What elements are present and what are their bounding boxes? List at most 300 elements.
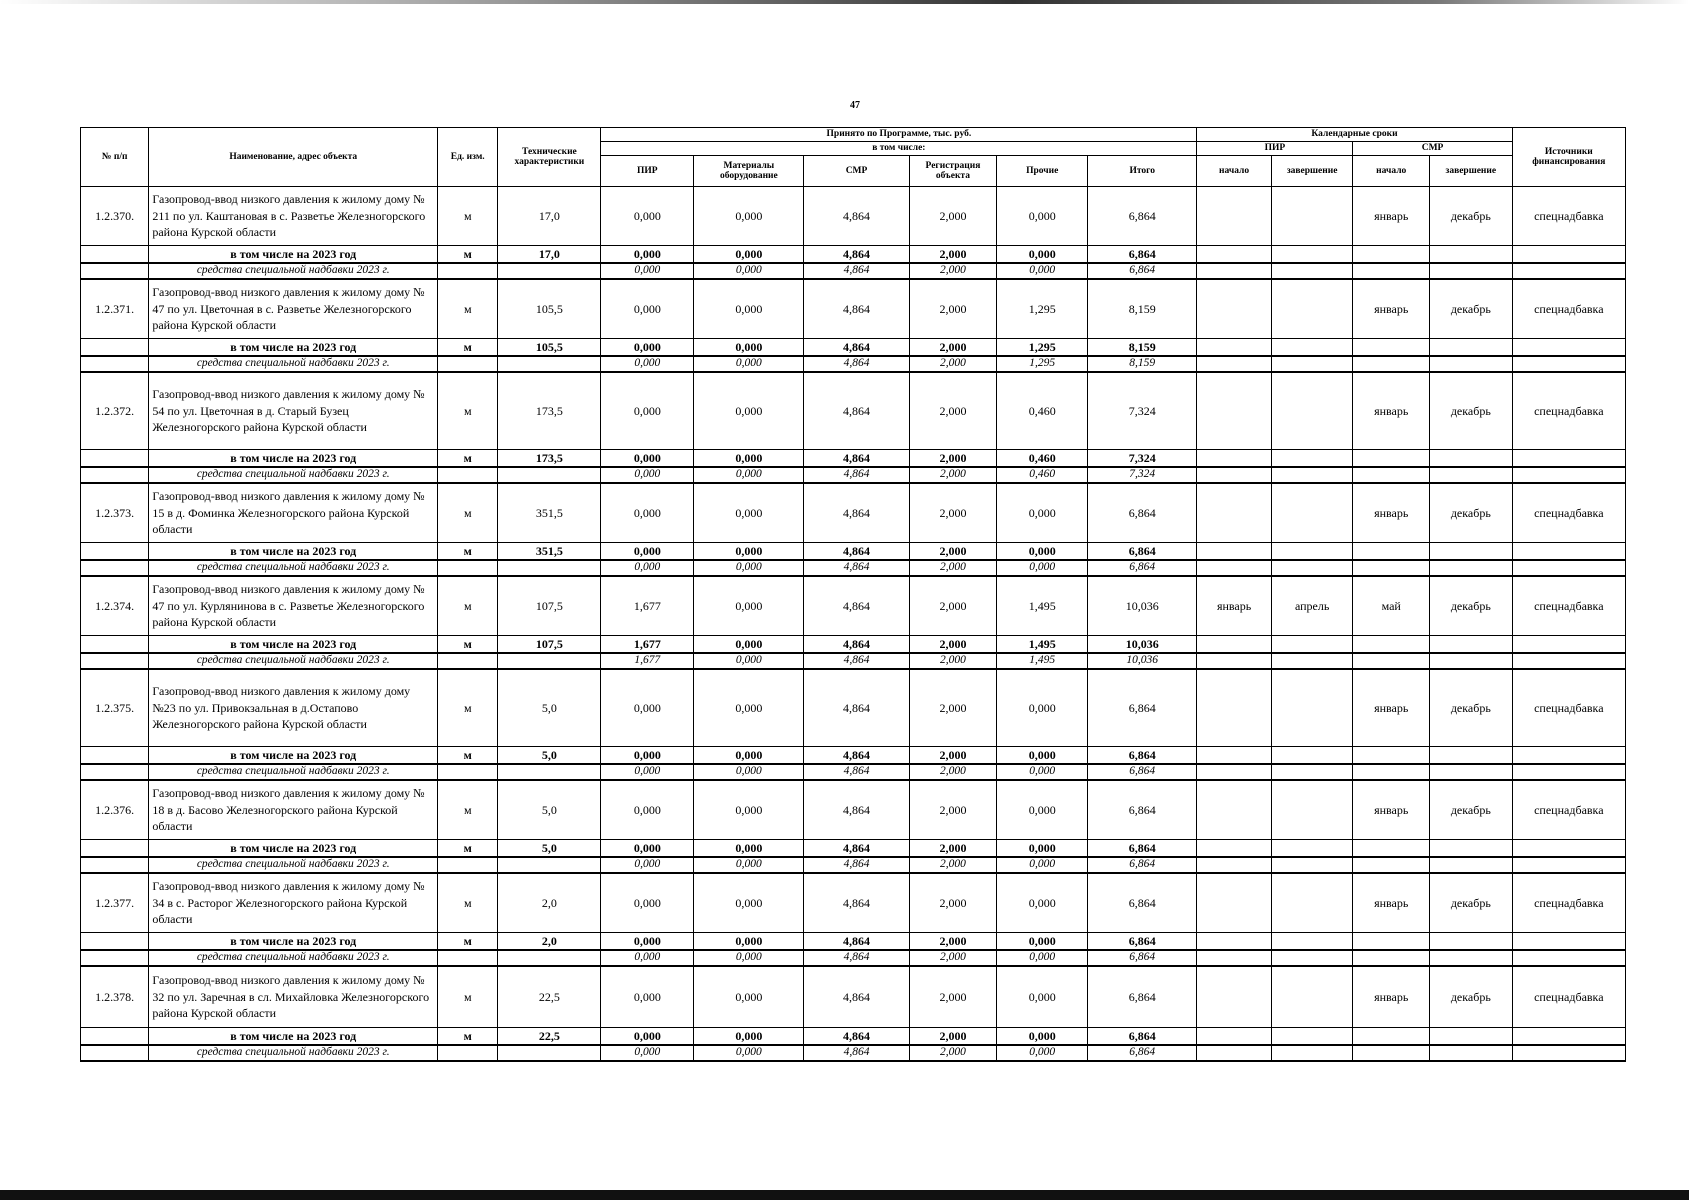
header-registration: Регистрация объекта [909, 156, 997, 187]
subtotal-num [81, 1028, 149, 1046]
funding-total: 8,159 [1088, 356, 1197, 372]
cell-unit: м [438, 669, 498, 747]
funding-pir: 0,000 [601, 1045, 694, 1061]
year-subtotal-row [81, 450, 1626, 468]
funding-smr: 4,864 [804, 560, 909, 576]
funding-tech [498, 560, 601, 576]
cell-materials: 0,000 [694, 576, 804, 636]
subtotal-num [81, 840, 149, 858]
subtotal-total: 6,864 [1088, 840, 1197, 858]
subtotal-label: в том числе на 2023 год [149, 246, 438, 264]
cell-pir-start [1197, 279, 1271, 339]
funding-materials: 0,000 [694, 263, 804, 279]
funding-pir-start [1197, 653, 1271, 669]
cell-pir: 0,000 [601, 372, 694, 450]
subtotal-unit: м [438, 543, 498, 561]
subtotal-unit: м [438, 840, 498, 858]
funding-pir-end [1271, 263, 1353, 279]
funding-materials: 0,000 [694, 653, 804, 669]
subtotal-pir-end [1271, 543, 1353, 561]
subtotal-materials: 0,000 [694, 636, 804, 654]
subtotal-source [1512, 747, 1625, 765]
year-subtotal-row [81, 1028, 1626, 1046]
subtotal-source [1512, 840, 1625, 858]
funding-pir: 0,000 [601, 857, 694, 873]
subtotal-source [1512, 636, 1625, 654]
cell-name: Газопровод-ввод низкого давления к жилому дому №23 по ул. Привокзальная в д.Остапово Железногорского района Курской области [149, 669, 438, 747]
subtotal-pir-start [1197, 747, 1271, 765]
cell-source: спецнадбавка [1512, 669, 1625, 747]
funding-materials: 0,000 [694, 467, 804, 483]
funding-registration: 2,000 [909, 467, 997, 483]
subtotal-tech: 5,0 [498, 840, 601, 858]
subtotal-pir: 0,000 [601, 1028, 694, 1046]
cell-tech: 5,0 [498, 669, 601, 747]
subtotal-registration: 2,000 [909, 543, 997, 561]
funding-smr-start [1353, 653, 1430, 669]
cell-registration: 2,000 [909, 279, 997, 339]
funding-smr-end [1429, 356, 1512, 372]
funding-pir: 0,000 [601, 356, 694, 372]
subtotal-label: в том числе на 2023 год [149, 636, 438, 654]
object-row [81, 966, 1626, 1028]
cell-name: Газопровод-ввод низкого давления к жилому дому № 15 в д. Фоминка Железногорского района Курской области [149, 483, 438, 543]
subtotal-pir-start [1197, 933, 1271, 951]
subtotal-other: 1,495 [997, 636, 1088, 654]
cell-other: 0,460 [997, 372, 1088, 450]
cell-num: 1.2.371. [81, 279, 149, 339]
funding-num [81, 356, 149, 372]
funding-num [81, 857, 149, 873]
cell-num: 1.2.373. [81, 483, 149, 543]
subtotal-other: 0,000 [997, 747, 1088, 765]
cell-source: спецнадбавка [1512, 576, 1625, 636]
cell-pir-end [1271, 483, 1353, 543]
cell-source: спецнадбавка [1512, 483, 1625, 543]
cell-tech: 351,5 [498, 483, 601, 543]
funding-pir-start [1197, 560, 1271, 576]
subtotal-num [81, 747, 149, 765]
header-including: в том числе: [601, 142, 1197, 156]
subtotal-unit: м [438, 246, 498, 264]
subtotal-smr: 4,864 [804, 1028, 909, 1046]
cell-tech: 5,0 [498, 780, 601, 840]
cell-num: 1.2.370. [81, 187, 149, 246]
funding-smr-start [1353, 263, 1430, 279]
cell-tech: 17,0 [498, 187, 601, 246]
cell-num: 1.2.377. [81, 873, 149, 933]
subtotal-label: в том числе на 2023 год [149, 1028, 438, 1046]
funding-pir-end [1271, 1045, 1353, 1061]
funding-pir-end [1271, 950, 1353, 966]
funding-unit [438, 467, 498, 483]
header-cal-pir: ПИР [1197, 142, 1353, 156]
funding-label: средства специальной надбавки 2023 г. [149, 950, 438, 966]
funding-pir-end [1271, 467, 1353, 483]
funding-registration: 2,000 [909, 764, 997, 780]
subtotal-source [1512, 339, 1625, 357]
cell-name: Газопровод-ввод низкого давления к жилому дому № 34 в с. Расторог Железногорского района Курской области [149, 873, 438, 933]
funding-total: 10,036 [1088, 653, 1197, 669]
funding-smr-end [1429, 560, 1512, 576]
funding-row [81, 857, 1626, 873]
object-row [81, 780, 1626, 840]
cell-total: 7,324 [1088, 372, 1197, 450]
funding-row [81, 467, 1626, 483]
cell-pir: 0,000 [601, 873, 694, 933]
subtotal-tech: 17,0 [498, 246, 601, 264]
funding-pir-end [1271, 560, 1353, 576]
funding-smr-end [1429, 653, 1512, 669]
funding-pir-start [1197, 857, 1271, 873]
subtotal-smr-start [1353, 840, 1430, 858]
cell-pir-start [1197, 780, 1271, 840]
subtotal-pir: 0,000 [601, 246, 694, 264]
funding-registration: 2,000 [909, 857, 997, 873]
cell-pir-start: январь [1197, 576, 1271, 636]
cell-tech: 105,5 [498, 279, 601, 339]
cell-other: 0,000 [997, 187, 1088, 246]
header-pir: ПИР [601, 156, 694, 187]
funding-tech [498, 764, 601, 780]
cell-registration: 2,000 [909, 966, 997, 1028]
subtotal-smr-start [1353, 339, 1430, 357]
cell-pir-start [1197, 669, 1271, 747]
funding-unit [438, 560, 498, 576]
funding-source [1512, 653, 1625, 669]
funding-unit [438, 356, 498, 372]
page-number: 47 [850, 100, 860, 111]
year-subtotal-row [81, 840, 1626, 858]
funding-materials: 0,000 [694, 950, 804, 966]
funding-label: средства специальной надбавки 2023 г. [149, 764, 438, 780]
subtotal-pir: 0,000 [601, 450, 694, 468]
subtotal-label: в том числе на 2023 год [149, 339, 438, 357]
subtotal-total: 8,159 [1088, 339, 1197, 357]
funding-num [81, 950, 149, 966]
cell-pir-start [1197, 187, 1271, 246]
subtotal-tech: 22,5 [498, 1028, 601, 1046]
cell-pir-start [1197, 483, 1271, 543]
funding-label: средства специальной надбавки 2023 г. [149, 653, 438, 669]
funding-source [1512, 356, 1625, 372]
cell-unit: м [438, 576, 498, 636]
cell-smr-end: декабрь [1429, 279, 1512, 339]
funding-pir: 0,000 [601, 764, 694, 780]
funding-pir-end [1271, 653, 1353, 669]
cell-smr: 4,864 [804, 780, 909, 840]
cell-source: спецнадбавка [1512, 372, 1625, 450]
subtotal-registration: 2,000 [909, 1028, 997, 1046]
subtotal-tech: 107,5 [498, 636, 601, 654]
subtotal-other: 1,295 [997, 339, 1088, 357]
subtotal-pir: 0,000 [601, 747, 694, 765]
cell-registration: 2,000 [909, 372, 997, 450]
cell-num: 1.2.374. [81, 576, 149, 636]
funding-pir-start [1197, 356, 1271, 372]
subtotal-materials: 0,000 [694, 747, 804, 765]
subtotal-pir: 0,000 [601, 543, 694, 561]
header-other: Прочие [997, 156, 1088, 187]
subtotal-total: 6,864 [1088, 933, 1197, 951]
funding-tech [498, 653, 601, 669]
subtotal-other: 0,000 [997, 840, 1088, 858]
subtotal-registration: 2,000 [909, 339, 997, 357]
subtotal-registration: 2,000 [909, 840, 997, 858]
object-row [81, 483, 1626, 543]
cell-num: 1.2.376. [81, 780, 149, 840]
funding-pir: 1,677 [601, 653, 694, 669]
funding-smr: 4,864 [804, 950, 909, 966]
object-row [81, 187, 1626, 246]
funding-total: 6,864 [1088, 764, 1197, 780]
cell-smr: 4,864 [804, 966, 909, 1028]
subtotal-smr: 4,864 [804, 636, 909, 654]
year-subtotal-row [81, 747, 1626, 765]
cell-pir: 0,000 [601, 780, 694, 840]
cell-source: спецнадбавка [1512, 279, 1625, 339]
cell-pir: 0,000 [601, 483, 694, 543]
cell-smr: 4,864 [804, 187, 909, 246]
cell-other: 1,495 [997, 576, 1088, 636]
cell-num: 1.2.372. [81, 372, 149, 450]
funding-label: средства специальной надбавки 2023 г. [149, 263, 438, 279]
subtotal-pir-end [1271, 450, 1353, 468]
cell-materials: 0,000 [694, 873, 804, 933]
funding-smr-end [1429, 467, 1512, 483]
subtotal-pir: 1,677 [601, 636, 694, 654]
year-subtotal-row [81, 636, 1626, 654]
funding-pir-start [1197, 764, 1271, 780]
cell-pir-end [1271, 279, 1353, 339]
cell-source: спецнадбавка [1512, 780, 1625, 840]
funding-materials: 0,000 [694, 764, 804, 780]
subtotal-pir-end [1271, 933, 1353, 951]
cell-registration: 2,000 [909, 576, 997, 636]
funding-materials: 0,000 [694, 857, 804, 873]
funding-source [1512, 263, 1625, 279]
funding-other: 0,000 [997, 950, 1088, 966]
funding-smr-start [1353, 950, 1430, 966]
subtotal-other: 0,460 [997, 450, 1088, 468]
funding-pir: 0,000 [601, 950, 694, 966]
cell-other: 0,000 [997, 966, 1088, 1028]
header-pir-end: завершение [1271, 156, 1353, 187]
cell-smr-start: январь [1353, 187, 1430, 246]
cell-total: 6,864 [1088, 187, 1197, 246]
funding-other: 0,000 [997, 1045, 1088, 1061]
funding-smr: 4,864 [804, 653, 909, 669]
funding-num [81, 1045, 149, 1061]
cell-smr: 4,864 [804, 576, 909, 636]
year-subtotal-row [81, 933, 1626, 951]
funding-row [81, 1045, 1626, 1061]
cell-other: 0,000 [997, 873, 1088, 933]
funding-smr: 4,864 [804, 764, 909, 780]
funding-pir-start [1197, 1045, 1271, 1061]
cell-materials: 0,000 [694, 483, 804, 543]
subtotal-total: 6,864 [1088, 747, 1197, 765]
subtotal-pir-start [1197, 543, 1271, 561]
subtotal-tech: 351,5 [498, 543, 601, 561]
header-materials: Материалы оборудование [694, 156, 804, 187]
header-unit: Ед. изм. [438, 128, 498, 187]
subtotal-materials: 0,000 [694, 339, 804, 357]
header-pir-start: начало [1197, 156, 1271, 187]
cell-smr-end: декабрь [1429, 966, 1512, 1028]
funding-smr-start [1353, 467, 1430, 483]
funding-label: средства специальной надбавки 2023 г. [149, 467, 438, 483]
cell-smr-end: декабрь [1429, 576, 1512, 636]
cell-pir-start [1197, 873, 1271, 933]
funding-unit [438, 950, 498, 966]
cell-smr: 4,864 [804, 372, 909, 450]
funding-smr: 4,864 [804, 263, 909, 279]
cell-pir-end [1271, 966, 1353, 1028]
cell-pir: 0,000 [601, 669, 694, 747]
subtotal-total: 7,324 [1088, 450, 1197, 468]
funding-other: 0,000 [997, 560, 1088, 576]
cell-tech: 2,0 [498, 873, 601, 933]
subtotal-num [81, 246, 149, 264]
subtotal-registration: 2,000 [909, 636, 997, 654]
funding-smr-end [1429, 857, 1512, 873]
subtotal-num [81, 543, 149, 561]
header-smr: СМР [804, 156, 909, 187]
cell-smr-end: декабрь [1429, 187, 1512, 246]
funding-smr-start [1353, 764, 1430, 780]
cell-pir-end [1271, 187, 1353, 246]
cell-materials: 0,000 [694, 279, 804, 339]
funding-num [81, 263, 149, 279]
cell-smr-start: январь [1353, 966, 1430, 1028]
subtotal-smr-start [1353, 450, 1430, 468]
cell-smr-start: май [1353, 576, 1430, 636]
subtotal-source [1512, 246, 1625, 264]
subtotal-smr-end [1429, 840, 1512, 858]
funding-total: 6,864 [1088, 857, 1197, 873]
subtotal-smr: 4,864 [804, 933, 909, 951]
funding-row [81, 950, 1626, 966]
funding-pir-start [1197, 950, 1271, 966]
funding-other: 1,295 [997, 356, 1088, 372]
cell-smr: 4,864 [804, 483, 909, 543]
subtotal-label: в том числе на 2023 год [149, 933, 438, 951]
subtotal-pir-start [1197, 339, 1271, 357]
cell-other: 0,000 [997, 780, 1088, 840]
subtotal-pir-end [1271, 840, 1353, 858]
subtotal-pir-start [1197, 1028, 1271, 1046]
cell-name: Газопровод-ввод низкого давления к жилому дому № 211 по ул. Каштановая в с. Разветье Железногорского района Курской области [149, 187, 438, 246]
cell-pir-end: апрель [1271, 576, 1353, 636]
cell-total: 6,864 [1088, 966, 1197, 1028]
cell-smr-start: январь [1353, 780, 1430, 840]
subtotal-smr: 4,864 [804, 840, 909, 858]
subtotal-other: 0,000 [997, 1028, 1088, 1046]
funding-unit [438, 764, 498, 780]
funding-smr-start [1353, 857, 1430, 873]
subtotal-smr-start [1353, 543, 1430, 561]
cell-pir: 1,677 [601, 576, 694, 636]
cell-total: 6,864 [1088, 780, 1197, 840]
subtotal-source [1512, 1028, 1625, 1046]
funding-source [1512, 1045, 1625, 1061]
subtotal-materials: 0,000 [694, 543, 804, 561]
subtotal-smr-end [1429, 339, 1512, 357]
cell-pir: 0,000 [601, 279, 694, 339]
cell-materials: 0,000 [694, 372, 804, 450]
funding-other: 0,000 [997, 764, 1088, 780]
object-row [81, 669, 1626, 747]
funding-other: 0,000 [997, 263, 1088, 279]
subtotal-materials: 0,000 [694, 450, 804, 468]
subtotal-other: 0,000 [997, 933, 1088, 951]
cell-other: 0,000 [997, 669, 1088, 747]
funding-unit [438, 857, 498, 873]
year-subtotal-row [81, 246, 1626, 264]
header-tech: Технические характеристики [498, 128, 601, 187]
table-header [81, 128, 1626, 187]
subtotal-pir-end [1271, 1028, 1353, 1046]
funding-pir: 0,000 [601, 263, 694, 279]
funding-pir-start [1197, 467, 1271, 483]
funding-tech [498, 263, 601, 279]
subtotal-unit: м [438, 636, 498, 654]
cell-smr: 4,864 [804, 873, 909, 933]
funding-row [81, 764, 1626, 780]
cell-total: 10,036 [1088, 576, 1197, 636]
funding-smr-end [1429, 950, 1512, 966]
year-subtotal-row [81, 543, 1626, 561]
subtotal-smr-end [1429, 246, 1512, 264]
funding-label: средства специальной надбавки 2023 г. [149, 857, 438, 873]
subtotal-materials: 0,000 [694, 840, 804, 858]
subtotal-total: 10,036 [1088, 636, 1197, 654]
funding-registration: 2,000 [909, 653, 997, 669]
funding-total: 6,864 [1088, 560, 1197, 576]
subtotal-num [81, 636, 149, 654]
subtotal-other: 0,000 [997, 246, 1088, 264]
subtotal-smr-start [1353, 246, 1430, 264]
funding-tech [498, 950, 601, 966]
funding-label: средства специальной надбавки 2023 г. [149, 356, 438, 372]
cell-name: Газопровод-ввод низкого давления к жилому дому № 54 по ул. Цветочная в д. Старый Бузец Железногорского района Курской области [149, 372, 438, 450]
subtotal-unit: м [438, 1028, 498, 1046]
cell-other: 0,000 [997, 483, 1088, 543]
subtotal-smr-start [1353, 1028, 1430, 1046]
subtotal-pir-start [1197, 450, 1271, 468]
funding-unit [438, 1045, 498, 1061]
cell-registration: 2,000 [909, 780, 997, 840]
cell-registration: 2,000 [909, 873, 997, 933]
cell-smr-start: январь [1353, 873, 1430, 933]
subtotal-smr-start [1353, 747, 1430, 765]
subtotal-source [1512, 543, 1625, 561]
funding-registration: 2,000 [909, 263, 997, 279]
subtotal-label: в том числе на 2023 год [149, 747, 438, 765]
funding-smr-end [1429, 263, 1512, 279]
cell-name: Газопровод-ввод низкого давления к жилому дому № 47 по ул. Цветочная в с. Разветье Железногорского района Курской области [149, 279, 438, 339]
cell-num: 1.2.378. [81, 966, 149, 1028]
subtotal-label: в том числе на 2023 год [149, 450, 438, 468]
cell-unit: м [438, 483, 498, 543]
subtotal-pir: 0,000 [601, 339, 694, 357]
cell-name: Газопровод-ввод низкого давления к жилому дому № 32 по ул. Заречная в сл. Михайловка Железногорского района Курской области [149, 966, 438, 1028]
cell-smr-start: январь [1353, 372, 1430, 450]
funding-pir-end [1271, 857, 1353, 873]
funding-smr: 4,864 [804, 1045, 909, 1061]
funding-num [81, 560, 149, 576]
